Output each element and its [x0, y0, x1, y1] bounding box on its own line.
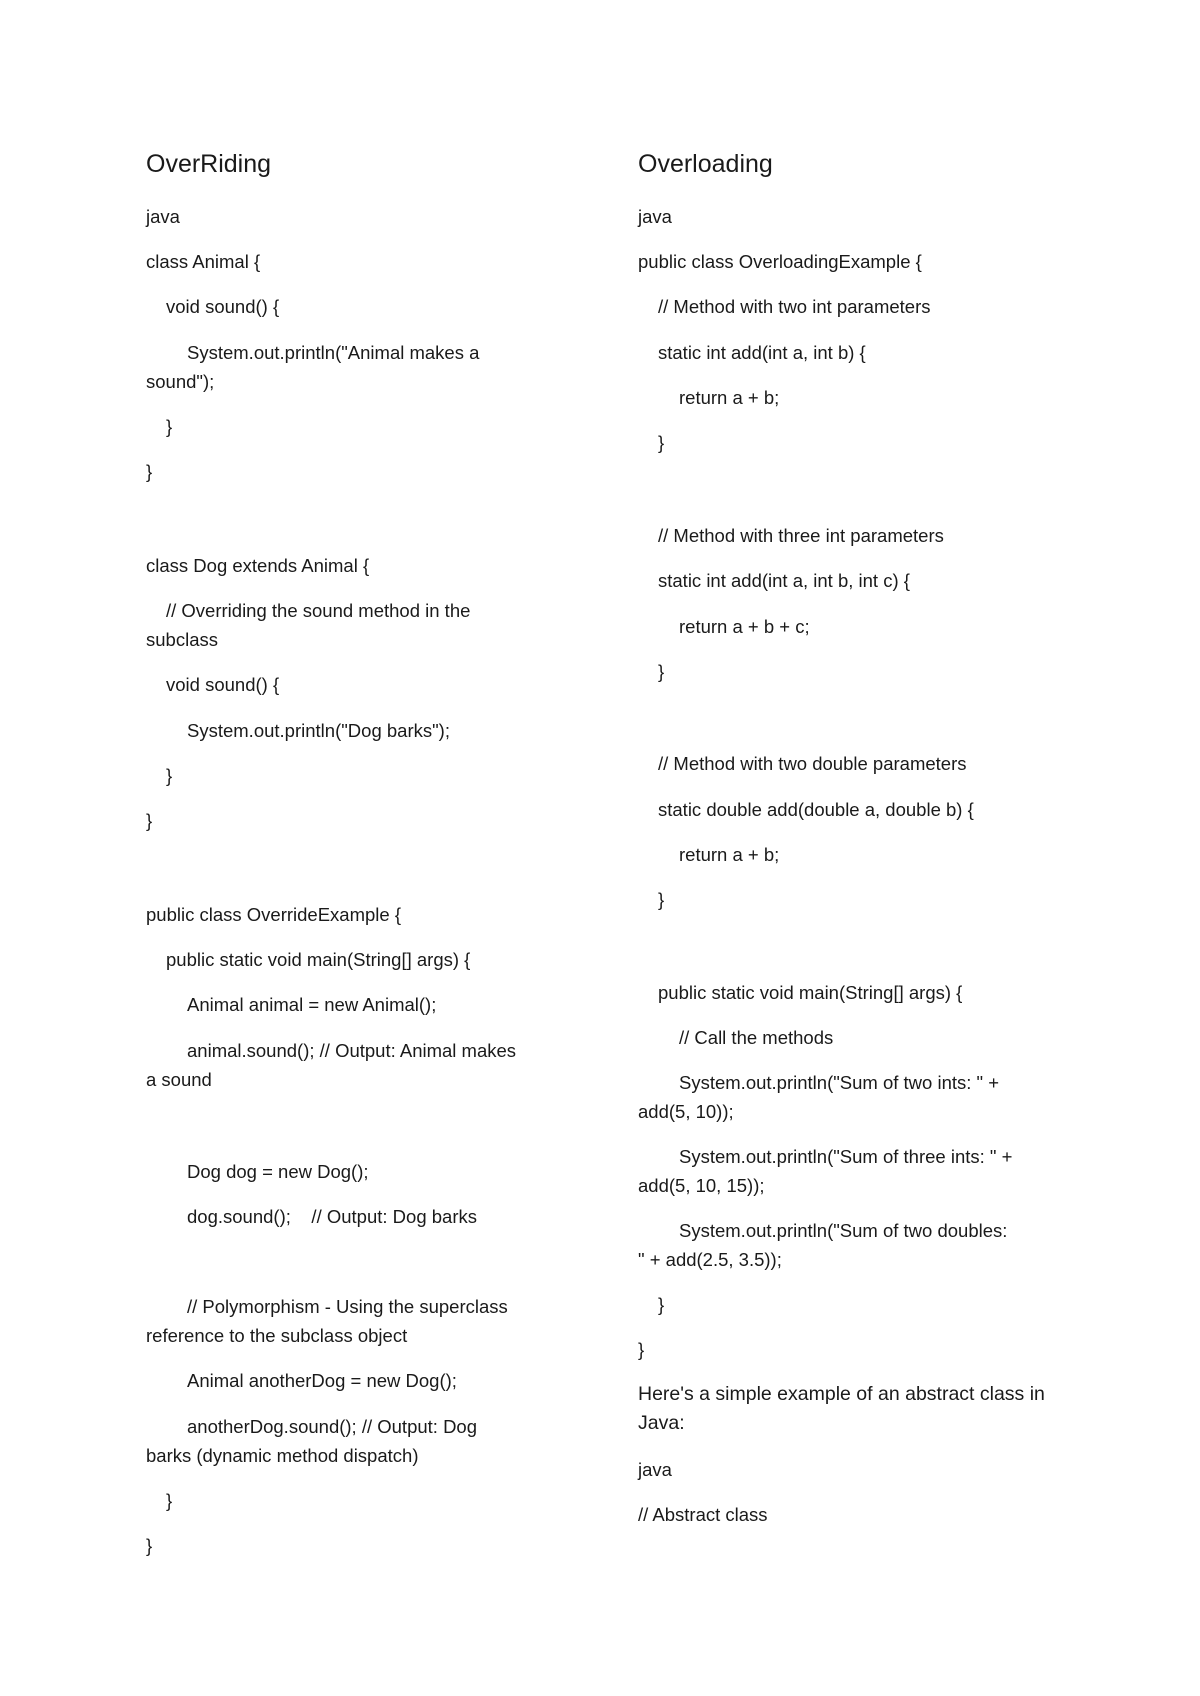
code-line: static int add(int a, int b, int c) {	[658, 570, 910, 591]
code-comment: // Polymorphism - Using the superclass	[187, 1296, 508, 1317]
code-line: return a + b;	[679, 844, 780, 865]
code-line: Dog dog = new Dog();	[187, 1161, 369, 1182]
code-line: return a + b + c;	[679, 616, 810, 637]
code-line: class Dog extends Animal {	[146, 555, 370, 576]
code-line: System.out.println("Dog barks");	[187, 720, 450, 741]
code-comment: // Method with two int parameters	[658, 296, 931, 317]
code-line: " + add(2.5, 3.5));	[638, 1249, 782, 1270]
code-line: }	[658, 661, 665, 682]
code-comment: // Call the methods	[679, 1027, 834, 1048]
code-line: System.out.println("Animal makes a	[187, 342, 480, 363]
code-comment: reference to the subclass object	[146, 1325, 408, 1346]
code-line: }	[166, 416, 173, 437]
code-comment: a sound	[146, 1069, 212, 1090]
overriding-heading: OverRiding	[146, 150, 272, 178]
code-line: sound");	[146, 371, 215, 392]
code-line: System.out.println("Sum of two doubles:	[679, 1220, 1008, 1241]
code-line: anotherDog.sound(); // Output: Dog	[187, 1416, 478, 1437]
code-line: animal.sound(); // Output: Animal makes	[187, 1040, 517, 1061]
code-comment: // Method with two double parameters	[658, 753, 967, 774]
code-line: }	[166, 1490, 173, 1511]
code-line: static double add(double a, double b) {	[658, 799, 974, 820]
code-line: add(5, 10));	[638, 1101, 734, 1122]
code-line: System.out.println("Sum of three ints: " +	[679, 1146, 1013, 1167]
code-comment: // Method with three int parameters	[658, 525, 944, 546]
code-line: void sound() {	[166, 674, 280, 695]
code-line: }	[146, 461, 153, 482]
code-line: static int add(int a, int b) {	[658, 342, 866, 363]
code-line: }	[146, 1535, 153, 1556]
code-line: }	[658, 432, 665, 453]
code-line: }	[166, 765, 173, 786]
body-text: Java:	[638, 1412, 685, 1434]
code-comment: // Abstract class	[638, 1504, 768, 1525]
code-line: return a + b;	[679, 387, 780, 408]
code-line: public class OverrideExample {	[146, 904, 401, 925]
code-line: class Animal {	[146, 251, 261, 272]
code-line: java	[638, 206, 672, 227]
code-line: public class OverloadingExample {	[638, 251, 922, 272]
code-line: public static void main(String[] args) {	[658, 982, 963, 1003]
code-line: java	[146, 206, 180, 227]
code-line: add(5, 10, 15));	[638, 1175, 765, 1196]
code-comment: subclass	[146, 629, 218, 650]
code-line: }	[638, 1339, 645, 1360]
code-line: }	[146, 810, 153, 831]
body-text: Here's a simple example of an abstract class in	[638, 1383, 1045, 1405]
code-line: void sound() {	[166, 296, 280, 317]
code-line: Animal animal = new Animal();	[187, 994, 437, 1015]
code-line: System.out.println("Sum of two ints: " +	[679, 1072, 1000, 1093]
code-line: java	[638, 1459, 672, 1480]
overloading-heading: Overloading	[638, 150, 773, 178]
code-line: }	[658, 1294, 665, 1315]
code-line: }	[658, 889, 665, 910]
code-line: public static void main(String[] args) {	[166, 949, 471, 970]
code-line: Animal anotherDog = new Dog();	[187, 1370, 457, 1391]
code-comment: barks (dynamic method dispatch)	[146, 1445, 419, 1466]
code-line: dog.sound(); // Output: Dog barks	[187, 1206, 477, 1227]
code-comment: // Overriding the sound method in the	[166, 600, 471, 621]
